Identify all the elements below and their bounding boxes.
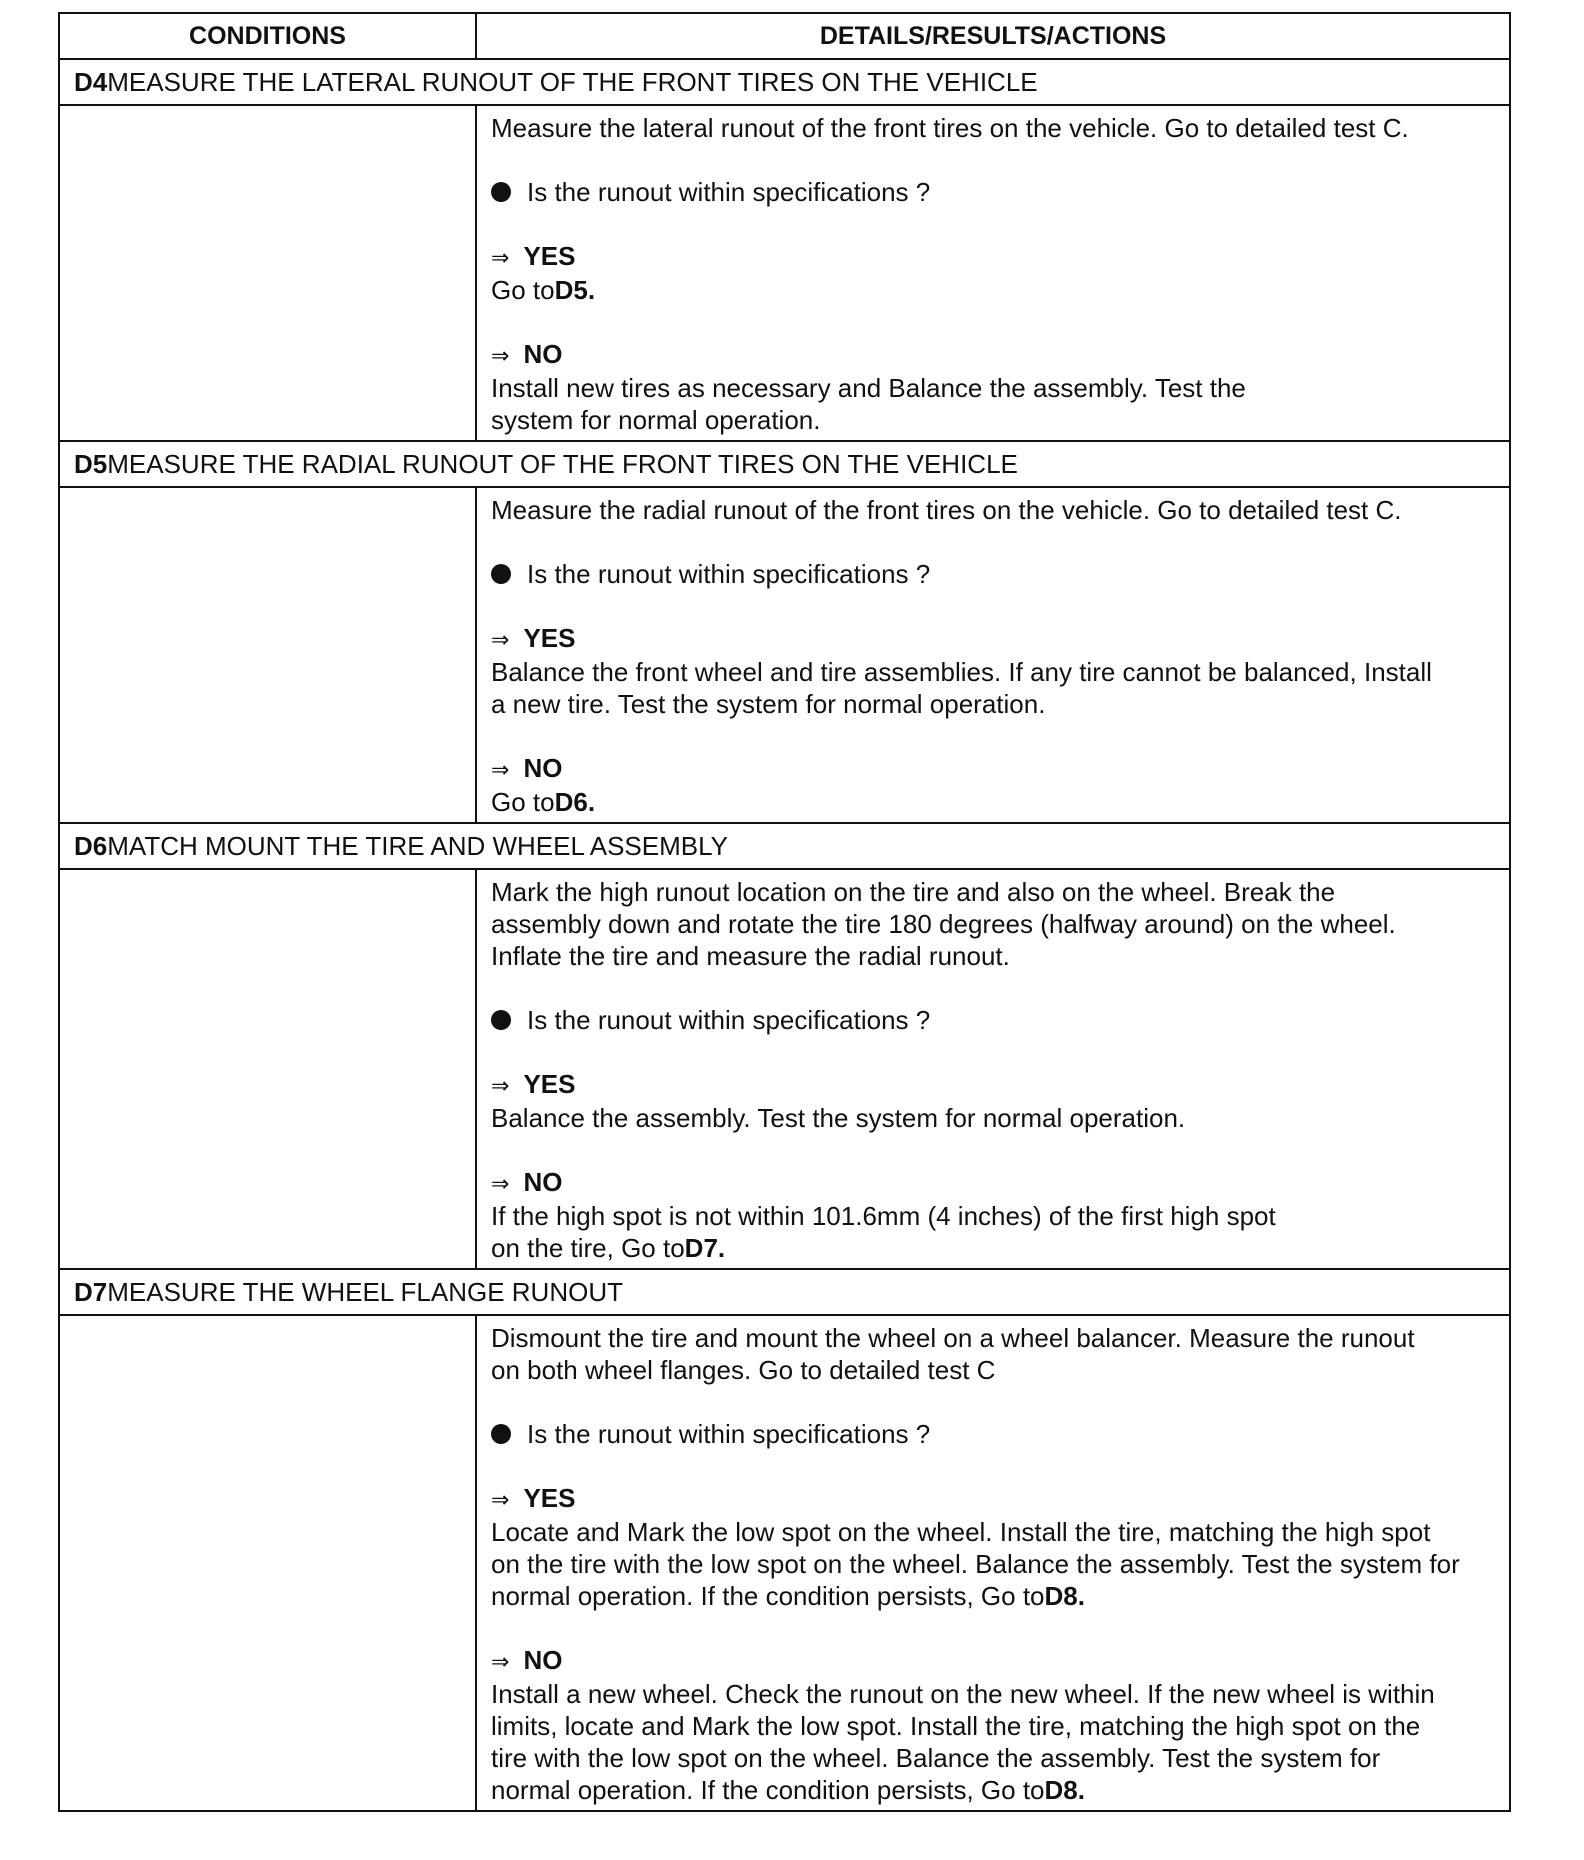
arrow-right-icon: ⇒ bbox=[491, 1487, 510, 1512]
instruction-text: Dismount the tire and mount the wheel on a wheel balancer. Measure the runout on both wheel flanges. Go to detailed test C bbox=[491, 1323, 1415, 1385]
no-label: ⇒ NO bbox=[491, 338, 1495, 372]
step-title-row-d6 bbox=[59, 823, 1510, 869]
step-reference: D5. bbox=[554, 275, 596, 305]
no-label: ⇒ NO bbox=[491, 1644, 1495, 1678]
conditions-cell bbox=[59, 1315, 476, 1811]
step-title-text: MEASURE THE RADIAL RUNOUT OF THE FRONT TIRES ON THE VEHICLE bbox=[107, 449, 1018, 479]
instruction-text: Mark the high runout location on the tire and also on the wheel. Break the assembly down and rotate the tire 180 degrees (halfway around) on the wheel. Inflate the tire and measure the radial runout. bbox=[491, 877, 1396, 971]
conditions-cell bbox=[59, 487, 476, 823]
bullet-icon bbox=[491, 564, 511, 584]
conditions-cell bbox=[59, 105, 476, 441]
step-title-row-d4 bbox=[59, 59, 1510, 105]
yes-action-text: Balance the assembly. Test the system for normal operation. bbox=[491, 1103, 1186, 1133]
question-line bbox=[491, 1004, 1495, 1036]
details-cell bbox=[476, 487, 1510, 823]
conditions-cell bbox=[59, 869, 476, 1269]
no-label: ⇒ NO bbox=[491, 1166, 1495, 1200]
conditions-header: CONDITIONS bbox=[59, 13, 476, 59]
step-code: D7 bbox=[74, 1277, 108, 1307]
step-title-text: MEASURE THE WHEEL FLANGE RUNOUT bbox=[107, 1277, 623, 1307]
no-action-text: Install a new wheel. Check the runout on the new wheel. If the new wheel is within limits, locate and Mark the low spot. Install the tire, matching the high spot on the tire with the low spot on the wheel. Balance the assembly. Test the system for normal operation. If the condition persists, Go toD8. bbox=[491, 1679, 1435, 1805]
no-label: ⇒ NO bbox=[491, 752, 1495, 786]
question-text: Is the runout within specifications ? bbox=[527, 559, 931, 589]
step-title-d6 bbox=[59, 823, 1510, 869]
step-title-text: MEASURE THE LATERAL RUNOUT OF THE FRONT TIRES ON THE VEHICLE bbox=[107, 67, 1038, 97]
step-body-row-d7 bbox=[59, 1315, 1510, 1811]
table-header-row bbox=[59, 13, 1510, 59]
diagnostic-table bbox=[58, 12, 1511, 1812]
no-action-text: Go toD6. bbox=[491, 787, 596, 817]
step-title-d7 bbox=[59, 1269, 1510, 1315]
step-reference: D6. bbox=[554, 787, 596, 817]
step-title-row-d7 bbox=[59, 1269, 1510, 1315]
yes-action-text: Locate and Mark the low spot on the wheel. Install the tire, matching the high spot on the tire with the low spot on the wheel. Balance the assembly. Test the system for normal operation. If the condition persists, Go toD8. bbox=[491, 1517, 1460, 1611]
step-body-row-d6 bbox=[59, 869, 1510, 1269]
arrow-right-icon: ⇒ bbox=[491, 627, 510, 652]
arrow-right-icon: ⇒ bbox=[491, 1171, 510, 1196]
details-cell bbox=[476, 869, 1510, 1269]
question-line bbox=[491, 176, 1495, 208]
arrow-right-icon: ⇒ bbox=[491, 757, 510, 782]
step-code: D6 bbox=[74, 831, 108, 861]
question-text: Is the runout within specifications ? bbox=[527, 1005, 931, 1035]
question-text: Is the runout within specifications ? bbox=[527, 1419, 931, 1449]
arrow-right-icon: ⇒ bbox=[491, 245, 510, 270]
question-line bbox=[491, 558, 1495, 590]
no-action-text: Install new tires as necessary and Balance the assembly. Test the system for normal operation. bbox=[491, 373, 1246, 435]
instruction-text: Measure the lateral runout of the front tires on the vehicle. Go to detailed test C. bbox=[491, 113, 1409, 143]
instruction-text: Measure the radial runout of the front tires on the vehicle. Go to detailed test C. bbox=[491, 495, 1402, 525]
yes-label: ⇒ YES bbox=[491, 622, 1495, 656]
details-header: DETAILS/RESULTS/ACTIONS bbox=[476, 13, 1510, 59]
step-body-row-d5 bbox=[59, 487, 1510, 823]
question-line bbox=[491, 1418, 1495, 1450]
bullet-icon bbox=[491, 1424, 511, 1444]
details-cell bbox=[476, 105, 1510, 441]
yes-action-text: Balance the front wheel and tire assemblies. If any tire cannot be balanced, Install a new tire. Test the system for normal operation. bbox=[491, 657, 1432, 719]
yes-action-text: Go toD5. bbox=[491, 275, 596, 305]
no-action-text: If the high spot is not within 101.6mm (4 inches) of the first high spot on the tire, Go toD7. bbox=[491, 1201, 1276, 1263]
yes-label: ⇒ YES bbox=[491, 1068, 1495, 1102]
question-text: Is the runout within specifications ? bbox=[527, 177, 931, 207]
bullet-icon bbox=[491, 182, 511, 202]
step-reference: D8. bbox=[1044, 1775, 1085, 1805]
step-body-row-d4 bbox=[59, 105, 1510, 441]
arrow-right-icon: ⇒ bbox=[491, 1073, 510, 1098]
step-code: D4 bbox=[74, 67, 108, 97]
step-title-d5 bbox=[59, 441, 1510, 487]
arrow-right-icon: ⇒ bbox=[491, 1649, 510, 1674]
yes-label: ⇒ YES bbox=[491, 1482, 1495, 1516]
arrow-right-icon: ⇒ bbox=[491, 343, 510, 368]
bullet-icon bbox=[491, 1010, 511, 1030]
step-title-row-d5 bbox=[59, 441, 1510, 487]
step-code: D5 bbox=[74, 449, 108, 479]
yes-label: ⇒ YES bbox=[491, 240, 1495, 274]
step-reference: D7. bbox=[684, 1233, 726, 1263]
step-title-d4 bbox=[59, 59, 1510, 105]
details-cell bbox=[476, 1315, 1510, 1811]
step-title-text: MATCH MOUNT THE TIRE AND WHEEL ASSEMBLY bbox=[107, 831, 728, 861]
step-reference: D8. bbox=[1044, 1581, 1085, 1611]
